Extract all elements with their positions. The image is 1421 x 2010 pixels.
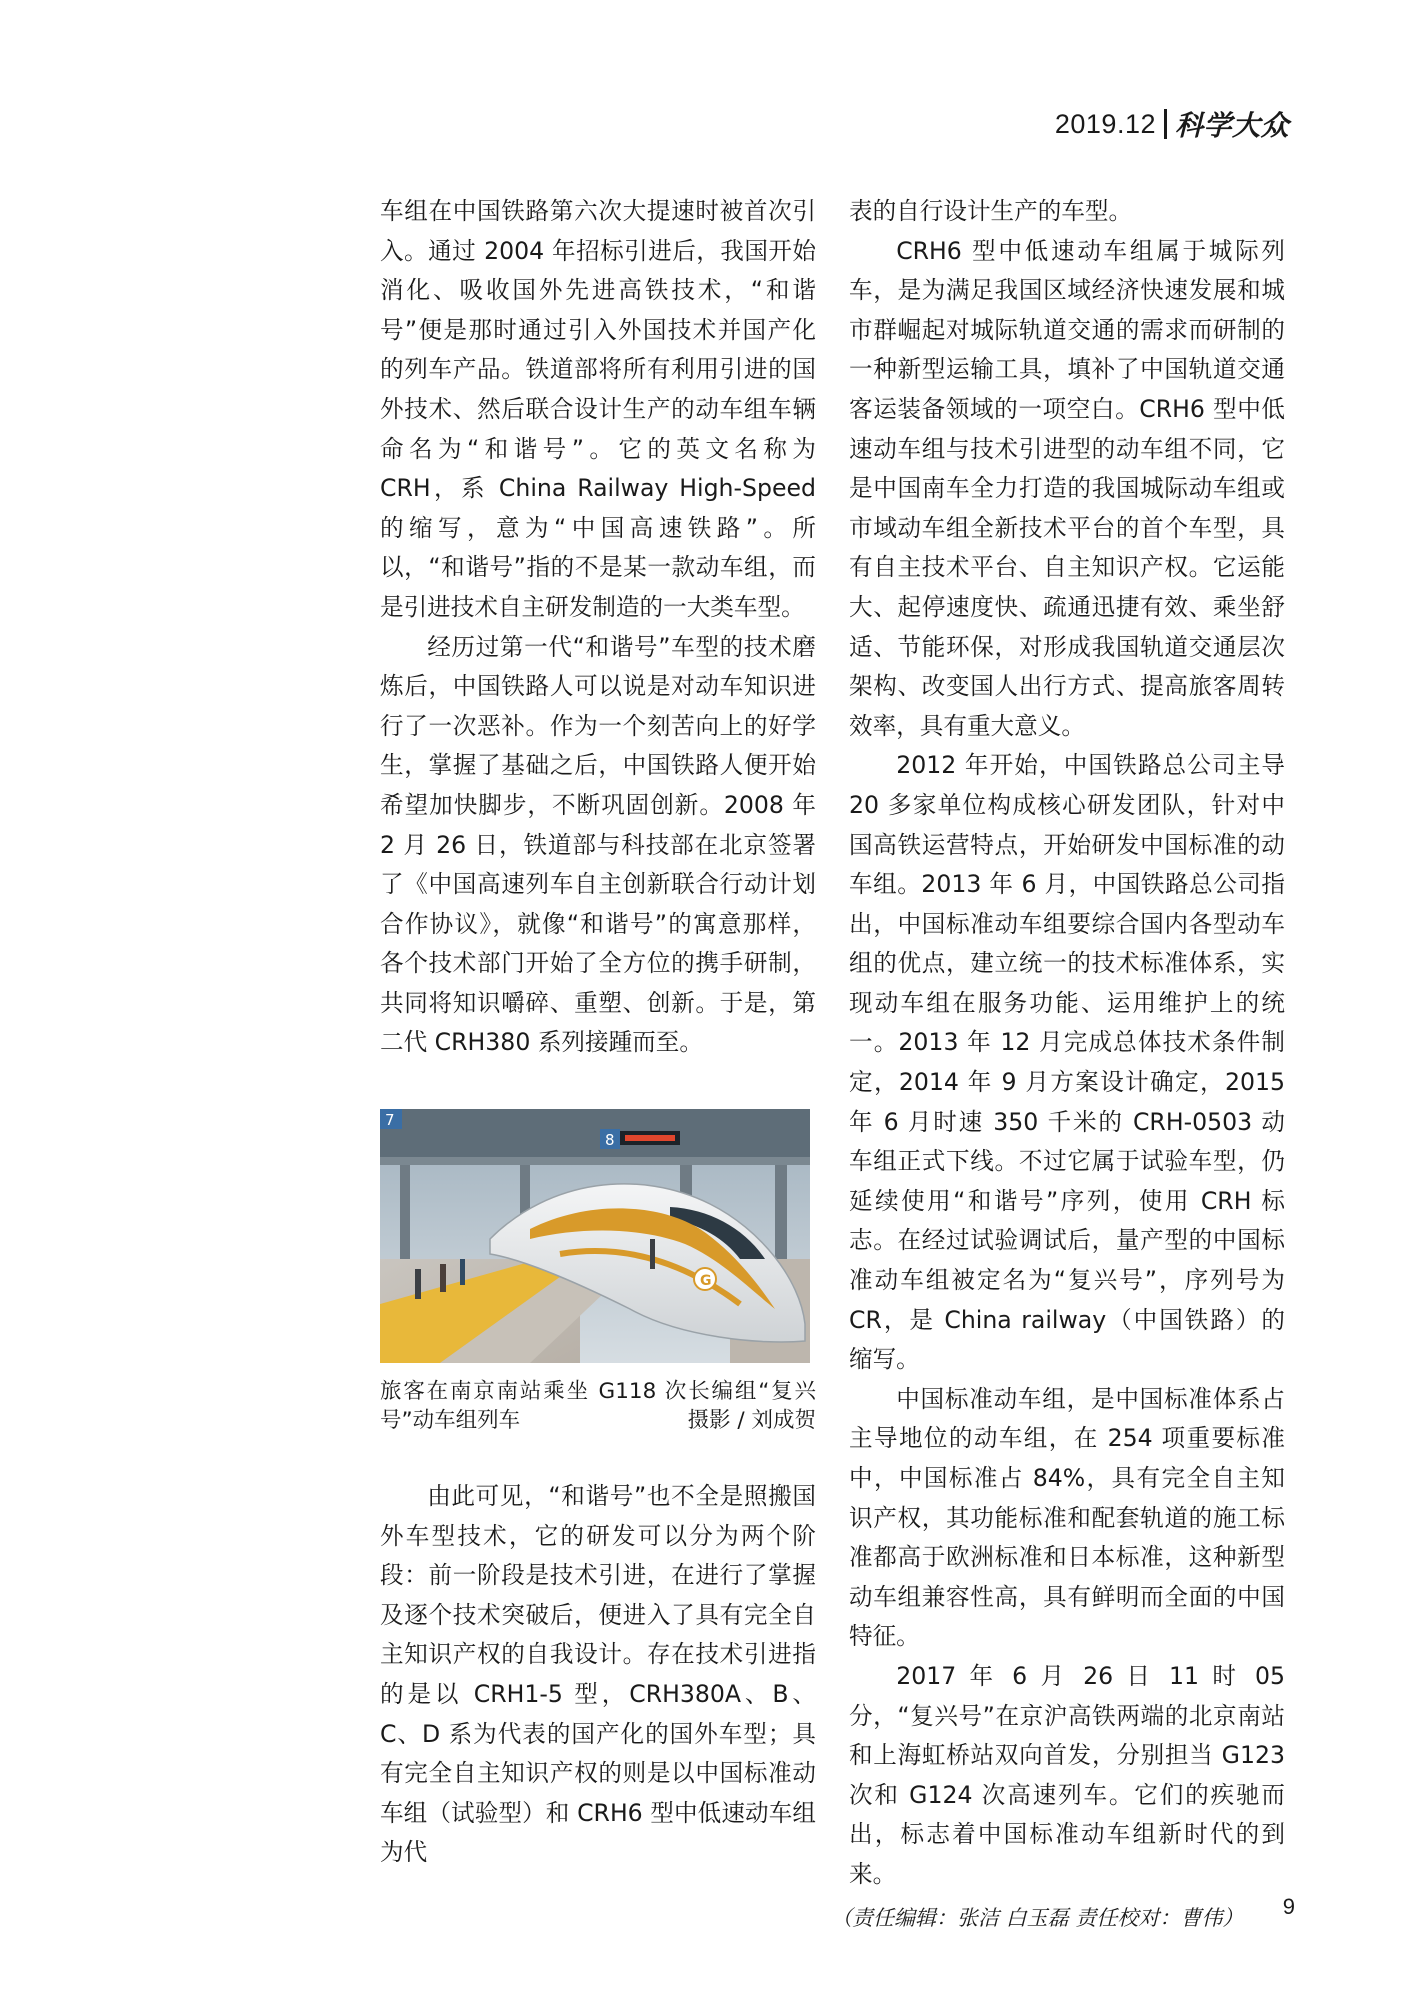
- body-paragraph: 2017 年 6 月 26 日 11 时 05 分，“复兴号”在京沪高铁两端的北京南站和上海虹桥站双向首发，分别担当 G123 次和 G124 次高速列车。它们的疾驰而出，标志着中国标准动车组新时代的到来。: [849, 1661, 1285, 1888]
- photo-credit: 摄影 / 刘成贺: [687, 1408, 816, 1434]
- magazine-title: 科学大众: [1174, 109, 1289, 142]
- body-paragraph: 经历过第一代“和谐号”车型的技术磨炼后，中国铁路人可以说是对动车知识进行了一次恶补。作为一个刻苦向上的好学生，掌握了基础之后，中国铁路人便开始希望加快脚步，不断巩固创新。2008 年 2 月 26 日，铁道部与科技部在北京签署了《中国高速列车自主创新联合行动计划合作协议》，就像“和谐号”的寓意那样，各个技术部门开始了全方位的携手研制，共同将知识嚼碎、重塑、创新。于是，第二代 CRH380 系列接踵而至。: [380, 632, 816, 1057]
- left-column: [380, 192, 816, 1873]
- page-number: 9: [1282, 1894, 1295, 1919]
- train-logo-text: G: [700, 1273, 712, 1290]
- right-column: [831, 192, 1285, 1938]
- figure-caption: [380, 1377, 816, 1435]
- body-paragraph: 中国标准动车组，是中国标准体系占主导地位的动车组，在 254 项重要标准中，中国标准占 84%，具有完全自主知识产权，其功能标准和配套轨道的施工标准都高于欧洲标准和日本标准，这种新型动车组兼容性高，具有鲜明而全面的中国特征。: [849, 1384, 1285, 1651]
- body-paragraph: 车组在中国铁路第六次大提速时被首次引入。通过 2004 年招标引进后，我国开始消化、吸收国外先进高铁技术，“和谐号”便是那时通过引入外国技术并国产化的列车产品。铁道部将所有利用引进的国外技术、然后联合设计生产的动车组车辆命名为“和谐号”。它的英文名称为 CRH，系 China Railway High-Speed 的缩写，意为“中国高速铁路”。所以，“和谐号”指的不是某一款动车组，而是引进技术自主研发制造的一大类车型。: [380, 197, 816, 621]
- issue-date: 2019.12: [1054, 108, 1156, 139]
- body-paragraph: CRH6 型中低速动车组属于城际列车，是为满足我国区域经济快速发展和城市群崛起对城际轨道交通的需求而研制的一种新型运输工具，填补了中国轨道交通客运装备领域的一项空白。CRH6 型中低速动车组与技术引进型的动车组不同，它是中国南车全力打造的我国城际动车组或市域动车组全新技术平台的首个车型，具有自主技术平台、自主知识产权。它运能大、起停速度快、疏通迅捷有效、乘坐舒适、节能环保，对形成我国轨道交通层次架构、改变国人出行方式、提高旅客周转效率，具有重大意义。: [849, 236, 1285, 740]
- caption-text: 旅客在南京南站乘坐 G118 次长编组“复兴号”动车组列车: [380, 1379, 816, 1434]
- train-photo: [380, 1109, 810, 1363]
- header-divider: [1164, 109, 1167, 139]
- figure: [380, 1109, 816, 1435]
- body-paragraph: 由此可见，“和谐号”也不全是照搬国外车型技术，它的研发可以分为两个阶段：前一阶段是技术引进，在进行了掌握及逐个技术突破后，便进入了具有完全自主知识产权的自我设计。存在技术引进指的是以 CRH1-5 型，CRH380A、B、C、D 系为代表的国产化的国外车型；具有完全自主知识产权的则是以中国标准动车组（试验型）和 CRH6 型中低速动车组为代: [380, 1482, 816, 1867]
- platform-number: 8: [605, 1131, 615, 1150]
- body-paragraph: 表的自行设计生产的车型。: [849, 197, 1133, 225]
- running-header: [1055, 104, 1289, 144]
- platform-number: 7: [385, 1111, 395, 1130]
- editor-credits: （责任编辑：张洁 白玉磊 责任校对：曹伟）: [831, 1905, 1244, 1930]
- body-paragraph: 2012 年开始，中国铁路总公司主导 20 多家单位构成核心研发团队，针对中国高铁运营特点，开始研发中国标准的动车组。2013 年 6 月，中国铁路总公司指出，中国标准动车组要综合国内各型动车组的优点，建立统一的技术标准体系，实现动车组在服务功能、运用维护上的统一。2013 年 12 月完成总体技术条件制定，2014 年 9 月方案设计确定，2015 年 6 月时速 350 千米的 CRH-0503 动车组正式下线。不过它属于试验车型，仍延续使用“和谐号”序列，使用 CRH 标志。在经过试验调试后，量产型的中国标准动车组被定名为“复兴号”，序列号为 CR，是 China railway（中国铁路）的缩写。: [849, 751, 1285, 1374]
